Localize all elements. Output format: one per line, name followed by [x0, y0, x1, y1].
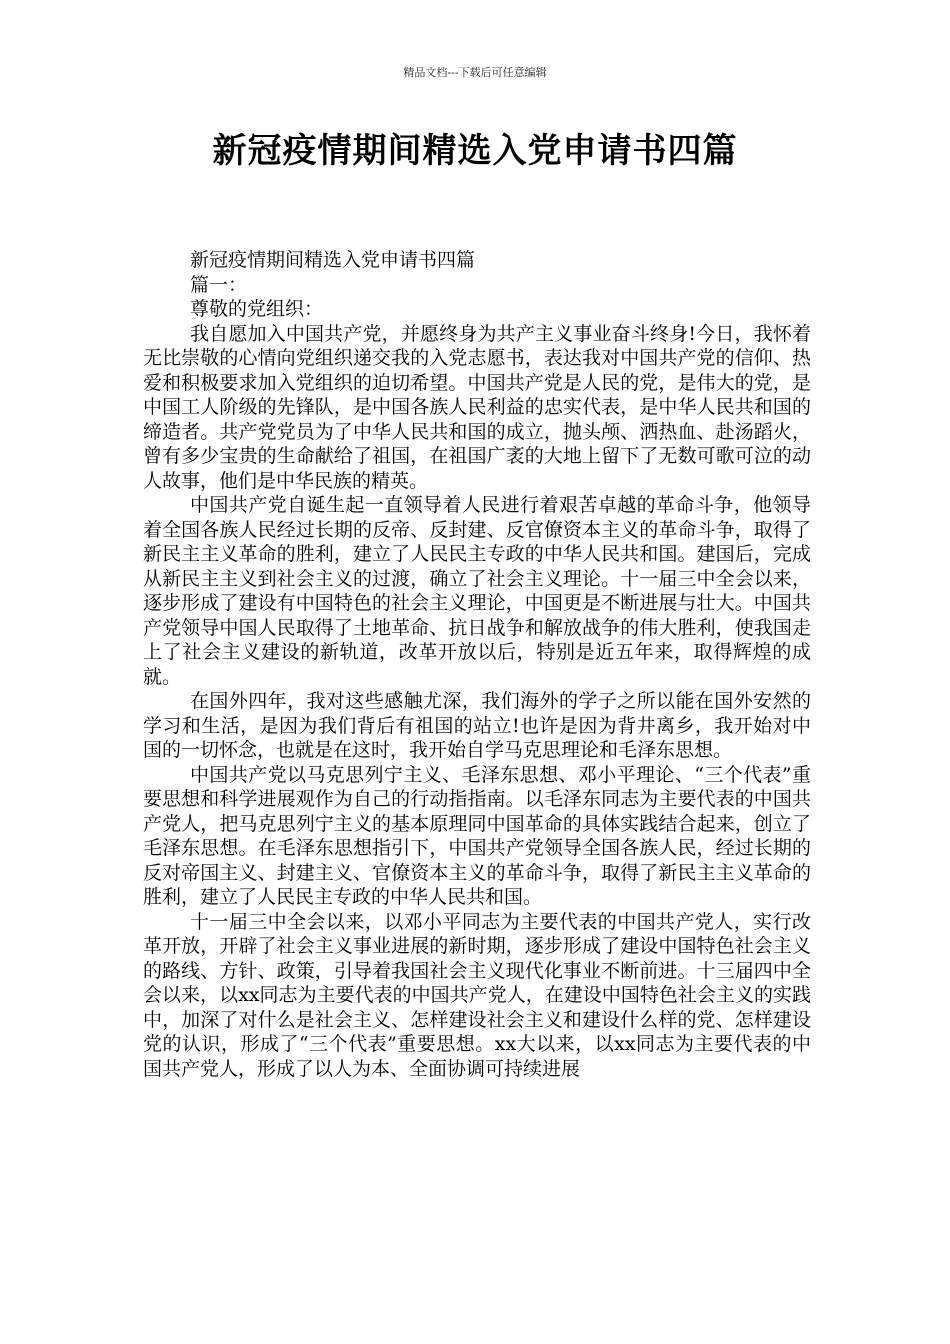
- body-paragraph: 中国共产党自诞生起一直领导着人民进行着艰苦卓越的革命斗争，他领导着全国各族人民经过长期的反帝、反封建、反官僚资本主义的革命斗争，取得了新民主主义革命的胜利，建立了人民民主专政的中华人民共和国。建国后，完成从新民主主义到社会主义的过渡，确立了社会主义理论。十一届三中全会以来，逐步形成了建设有中国特色的社会主义理论，中国更是不断进展与壮大。中国共产党领导中国人民取得了土地革命、抗日战争和解放战争的伟大胜利，使我国走上了社会主义建设的新轨道，改革开放以后，特别是近五年来，取得辉煌的成就。: [143, 494, 811, 688]
- body-paragraph: 十一届三中全会以来，以邓小平同志为主要代表的中国共产党人，实行改革开放，开辟了社会主义事业进展的新时期，逐步形成了建设中国特色社会主义的路线、方针、政策，引导着我国社会主义现代化事业不断前进。十三届四中全会以来，以xx同志为主要代表的中国共产党人，在建设中国特色社会主义的实践中，加深了对什么是社会主义、怎样建设社会主义和建设什么样的党、怎样建设党的认识，形成了“三个代表”重要思想。xx大以来，以xx同志为主要代表的中国共产党人，形成了以人为本、全面协调可持续进展: [143, 910, 811, 1080]
- salutation: 尊敬的党组织：: [190, 298, 324, 320]
- body-paragraph: 中国共产党以马克思列宁主义、毛泽东思想、邓小平理论、“三个代表”重要思想和科学进展观作为自己的行动指指南。以毛泽东同志为主要代表的中国共产党人，把马克思列宁主义的基本原理同中国革命的具体实践结合起来，创立了毛泽东思想。在毛泽东思想指引下，中国共产党领导全国各族人民，经过长期的反对帝国主义、封建主义、官僚资本主义的革命斗争，取得了新民主主义革命的胜利，建立了人民民主专政的中华人民共和国。: [143, 763, 811, 908]
- page-header: 精品文档---下载后可任意编辑: [403, 66, 547, 79]
- document-title: 新冠疫情期间精选入党申请书四篇: [212, 131, 738, 171]
- section-label: 篇一：: [190, 273, 248, 296]
- document-subtitle: 新冠疫情期间精选入党申请书四篇: [190, 249, 476, 271]
- body-paragraph: 在国外四年，我对这些感触尤深，我们海外的学子之所以能在国外安然的学习和生活，是因为我们背后有祖国的站立!也许是因为背井离乡，我开始对中国的一切怀念，也就是在这时，我开始自学马克思理论和毛泽东思想。: [143, 690, 811, 761]
- body-paragraph: 我自愿加入中国共产党，并愿终身为共产主义事业奋斗终身!今日，我怀着无比崇敬的心情向党组织递交我的入党志愿书，表达我对中国共产党的信仰、热爱和积极要求加入党组织的迫切希望。中国共产党是人民的党，是伟大的党，是中国工人阶级的先锋队，是中国各族人民利益的忠实代表，是中华人民共和国的缔造者。共产党党员为了中华人民共和国的成立，抛头颅、洒热血、赴汤蹈火，曾有多少宝贵的生命献给了祖国，在祖国广袤的大地上留下了无数可歌可泣的动人故事，他们是中华民族的精英。: [143, 322, 811, 492]
- document-body: [143, 248, 811, 1081]
